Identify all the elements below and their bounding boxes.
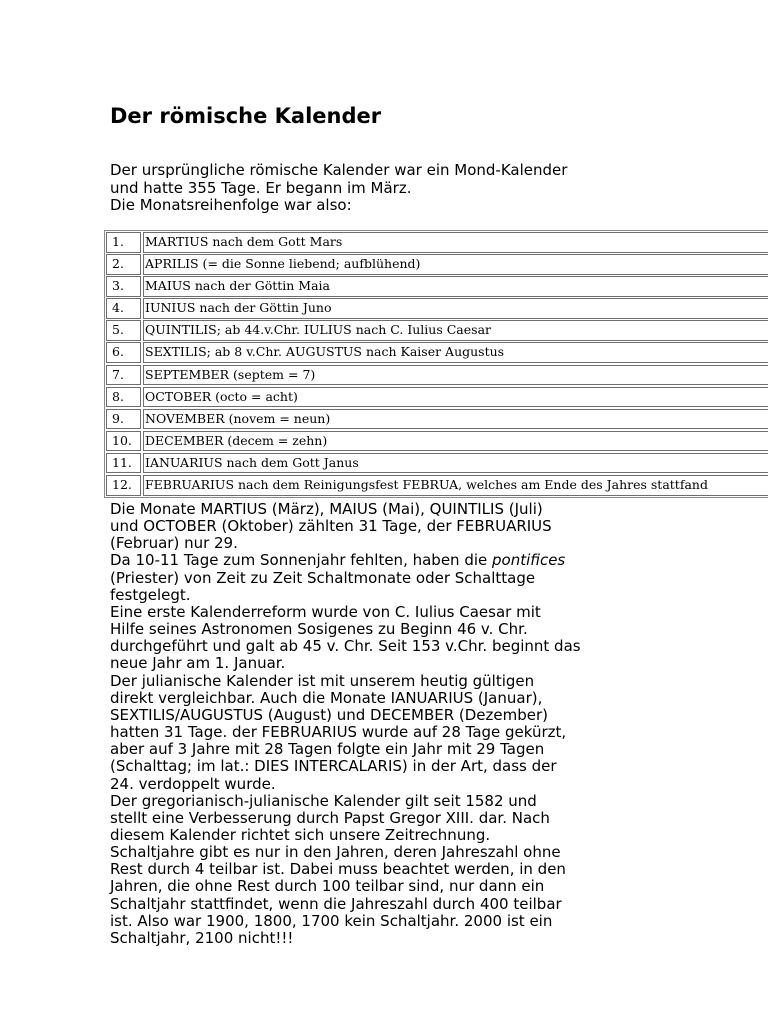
intro-paragraph	[110, 162, 567, 215]
table-row	[106, 387, 768, 408]
body-line: (Priester) von Zeit zu Zeit Schaltmonate oder Schalttage	[110, 568, 536, 587]
body-line: Rest durch 4 teilbar ist. Dabei muss beachtet werden, in den	[110, 860, 566, 879]
intro-line: Der ursprüngliche römische Kalender war ein Mond-Kalender	[110, 161, 568, 179]
month-name: IUNIUS nach der Göttin Juno	[143, 298, 768, 319]
body-line: Der julianische Kalender ist mit unserem heutig gültigen	[110, 671, 535, 690]
month-name: FEBRUARIUS nach dem Reinigungsfest FEBRUA, welches am Ende des Jahres stattfand	[143, 475, 768, 496]
body-line: Eine erste Kalenderreform wurde von C. Iulius Caesar mit	[110, 602, 541, 621]
body-line: neue Jahr am 1. Januar.	[110, 654, 286, 673]
month-name: SEPTEMBER (septem = 7)	[143, 365, 768, 386]
month-number: 6.	[106, 342, 141, 363]
month-number: 10.	[106, 431, 141, 452]
table-row	[106, 453, 768, 474]
body-line: aber auf 3 Jahre mit 28 Tagen folgte ein Jahr mit 29 Tagen	[110, 740, 545, 759]
body-line: Jahren, die ohne Rest durch 100 teilbar sind, nur dann ein	[110, 877, 545, 896]
body-line: (Schalttag; im lat.: DIES INTERCALARIS) in der Art, dass der	[110, 757, 557, 776]
body-line: diesem Kalender richtet sich unsere Zeitrechnung.	[110, 825, 491, 844]
month-number: 3.	[106, 276, 141, 297]
intro-line: Die Monatsreihenfolge war also:	[110, 196, 352, 214]
month-name: OCTOBER (octo = acht)	[143, 387, 768, 408]
body-line: stellt eine Verbesserung durch Papst Gregor XIII. dar. Nach	[110, 808, 550, 827]
month-number: 7.	[106, 365, 141, 386]
body-line: Schaltjahr, 2100 nicht!!!	[110, 928, 294, 947]
body-line: Der gregorianisch-julianische Kalender gilt seit 1582 und	[110, 791, 537, 810]
body-line: direkt vergleichbar. Auch die Monate IANUARIUS (Januar),	[110, 688, 543, 707]
body-line: durchgeführt und galt ab 45 v. Chr. Seit 153 v.Chr. beginnt das	[110, 637, 581, 656]
emphasis-text: pontifices	[492, 551, 566, 570]
body-line: 24. verdoppelt wurde.	[110, 774, 276, 793]
table-row	[106, 254, 768, 275]
table-row	[106, 475, 768, 496]
body-line: (Februar) nur 29.	[110, 534, 238, 553]
month-number: 12.	[106, 475, 141, 496]
month-number: 9.	[106, 409, 141, 430]
month-number: 5.	[106, 320, 141, 341]
months-table	[104, 230, 768, 498]
month-name: QUINTILIS; ab 44.v.Chr. IULIUS nach C. Iulius Caesar	[143, 320, 768, 341]
body-line: Schaltjahre gibt es nur in den Jahren, deren Jahreszahl ohne	[110, 843, 561, 862]
table-row	[106, 342, 768, 363]
month-name: NOVEMBER (novem = neun)	[143, 409, 768, 430]
month-number: 4.	[106, 298, 141, 319]
month-name: MAIUS nach der Göttin Maia	[143, 276, 768, 297]
month-number: 8.	[106, 387, 141, 408]
month-name: DECEMBER (decem = zehn)	[143, 431, 768, 452]
month-name: APRILIS (= die Sonne liebend; aufblühend)	[143, 254, 768, 275]
body-line: ist. Also war 1900, 1800, 1700 kein Schaltjahr. 2000 ist ein	[110, 911, 553, 930]
body-line	[110, 552, 581, 569]
month-number: 11.	[106, 453, 141, 474]
table-row	[106, 276, 768, 297]
month-number: 1.	[106, 232, 141, 253]
body-line: festgelegt.	[110, 585, 191, 604]
page-title: Der römische Kalender	[110, 104, 382, 128]
body-line: SEXTILIS/AUGUSTUS (August) und DECEMBER (Dezember)	[110, 705, 549, 724]
table-row	[106, 431, 768, 452]
table-row	[106, 365, 768, 386]
table-row	[106, 232, 768, 253]
table-row	[106, 409, 768, 430]
body-line: hatten 31 Tage. der FEBRUARIUS wurde auf 28 Tage gekürzt,	[110, 723, 567, 742]
table-row	[106, 298, 768, 319]
body-line: und OCTOBER (Oktober) zählten 31 Tage, der FEBRUARIUS	[110, 517, 552, 536]
body-line: Hilfe seines Astronomen Sosigenes zu Beginn 46 v. Chr.	[110, 620, 528, 639]
month-name: IANUARIUS nach dem Gott Janus	[143, 453, 768, 474]
table-row	[106, 320, 768, 341]
body-paragraph	[110, 501, 581, 947]
intro-line: und hatte 355 Tage. Er begann im März.	[110, 178, 412, 197]
month-name: SEXTILIS; ab 8 v.Chr. AUGUSTUS nach Kaiser Augustus	[143, 342, 768, 363]
month-name: MARTIUS nach dem Gott Mars	[143, 232, 768, 253]
body-line: Die Monate MARTIUS (März), MAIUS (Mai), QUINTILIS (Juli)	[110, 500, 543, 518]
body-line-text: Da 10-11 Tage zum Sonnenjahr fehlten, haben die	[110, 551, 493, 570]
month-number: 2.	[106, 254, 141, 275]
body-line: Schaltjahr stattfindet, wenn die Jahreszahl durch 400 teilbar	[110, 894, 562, 913]
